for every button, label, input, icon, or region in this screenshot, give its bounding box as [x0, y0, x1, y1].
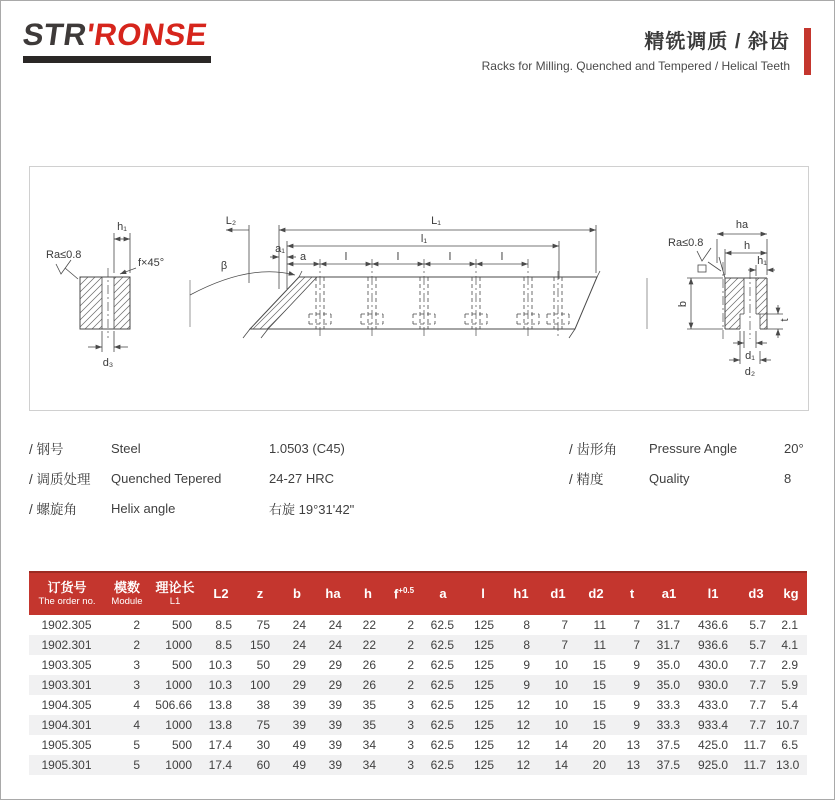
table-cell: 12	[516, 738, 530, 752]
table-cell: 3	[407, 758, 414, 772]
spec-row-helix	[29, 493, 499, 523]
table-cell: 125	[473, 758, 494, 772]
table-cell: 20	[592, 758, 606, 772]
table-cell: 35	[362, 718, 376, 732]
table-cell: 34	[362, 758, 376, 772]
table-cell: 15	[592, 718, 606, 732]
table-row	[29, 675, 807, 695]
table-cell: 5.4	[781, 698, 798, 712]
table-cell: 2	[133, 618, 140, 632]
table-cell: 1904.301	[41, 718, 92, 732]
table-cell: 3	[407, 698, 414, 712]
table-cell: 6.5	[781, 738, 798, 752]
dim-label-ha: ha	[735, 219, 749, 231]
table-cell: 11.7	[743, 758, 766, 772]
table-cell: 3	[133, 678, 140, 692]
table-cell: 14	[554, 758, 568, 772]
dim-label-h1: h₁	[117, 221, 127, 233]
col-header-8: $f^{+0.5}$	[385, 572, 423, 615]
logo-underline-bar	[23, 56, 211, 63]
product-table-wrap	[29, 571, 807, 775]
table-row	[29, 755, 807, 775]
table-cell: 125	[473, 738, 494, 752]
table-cell: 10.3	[208, 678, 232, 692]
table-cell: 2	[407, 618, 414, 632]
table-cell: 13.8	[208, 698, 232, 712]
table-cell: 15	[592, 678, 606, 692]
table-cell: 10	[554, 718, 568, 732]
spec-label-en: Steel	[111, 440, 141, 456]
table-cell: 50	[256, 658, 270, 672]
col-header-14: t	[615, 572, 649, 615]
technical-drawing-box	[29, 166, 809, 411]
table-cell: 62.5	[430, 638, 454, 652]
table-cell: 39	[328, 718, 342, 732]
table-cell: 13.0	[776, 758, 800, 772]
table-row	[29, 715, 807, 735]
table-cell: 500	[171, 738, 192, 752]
table-header-row	[29, 572, 807, 615]
table-cell: 31.7	[656, 638, 680, 652]
table-cell: 24	[328, 638, 342, 652]
table-cell: 8	[523, 618, 530, 632]
table-cell: 7.7	[749, 658, 766, 672]
table-cell: 29	[292, 678, 306, 692]
table-cell: 3	[133, 658, 140, 672]
table-cell: 24	[292, 618, 306, 632]
table-cell: 5.7	[749, 638, 766, 652]
table-cell: 1904.305	[41, 698, 92, 712]
table-cell: 7	[633, 638, 640, 652]
table-cell: 26	[362, 678, 376, 692]
table-cell: 24	[292, 638, 306, 652]
table-cell: 13.8	[208, 718, 232, 732]
dim-label-L2: L₂	[225, 215, 237, 227]
logo-str: STR	[20, 17, 90, 52]
table-cell: 29	[328, 658, 342, 672]
dim-label-a1: a₁	[275, 243, 285, 255]
table-cell: 35.0	[656, 678, 680, 692]
table-cell: 7.7	[749, 718, 766, 732]
spec-value: 右旋 19°31'42"	[269, 501, 355, 517]
col-header-18: kg	[775, 572, 807, 615]
table-cell: 425.0	[697, 738, 728, 752]
dim-label-h: h	[743, 240, 751, 252]
dim-label-l1: l₁	[420, 233, 428, 245]
table-cell: 500	[171, 618, 192, 632]
dim-label-l: l	[500, 251, 504, 263]
dim-label-h1-right: h₁	[757, 255, 767, 267]
table-cell: 62.5	[430, 738, 454, 752]
col-header-16: l1	[689, 572, 737, 615]
spec-row-pressure-angle	[569, 433, 809, 463]
table-cell: 49	[292, 738, 306, 752]
page-title-zh: 精铣调质 / 斜齿	[644, 31, 790, 53]
table-cell: 933.4	[697, 718, 728, 732]
table-cell: 1905.301	[41, 758, 92, 772]
table-cell: 4	[133, 718, 140, 732]
table-cell: 1905.305	[41, 738, 92, 752]
spec-value: 1.0503 (C45)	[269, 440, 345, 456]
table-cell: 75	[256, 618, 270, 632]
brand-logo-text	[20, 17, 213, 53]
table-cell: 62.5	[430, 718, 454, 732]
table-row	[29, 655, 807, 675]
dim-label-beta: β	[220, 260, 228, 272]
table-cell: 125	[473, 698, 494, 712]
spec-row-steel	[29, 433, 499, 463]
spec-value: 8	[784, 470, 792, 486]
table-cell: 33.3	[656, 718, 680, 732]
table-cell: 62.5	[430, 678, 454, 692]
table-cell: 10.7	[776, 718, 800, 732]
table-cell: 8.5	[215, 618, 232, 632]
col-header-17: d3	[737, 572, 775, 615]
dim-label-l: l	[448, 251, 452, 263]
spec-label-en: Quenched Tepered	[111, 470, 222, 486]
end-view-figure	[46, 221, 164, 369]
table-cell: 5	[133, 758, 140, 772]
dim-label-l: l	[344, 251, 348, 263]
col-header-10: l	[463, 572, 503, 615]
table-cell: 62.5	[430, 698, 454, 712]
table-cell: 9	[633, 678, 640, 692]
spec-table	[29, 571, 807, 775]
table-cell: 7.7	[749, 678, 766, 692]
dim-label-b: b	[677, 300, 689, 308]
table-cell: 5.9	[781, 678, 798, 692]
table-cell: 37.5	[656, 738, 680, 752]
table-cell: 13	[626, 738, 640, 752]
table-cell: 2.9	[781, 658, 798, 672]
dim-label-d3: d₃	[102, 357, 114, 369]
table-cell: 15	[592, 658, 606, 672]
table-cell: 37.5	[656, 758, 680, 772]
table-cell: 9	[633, 698, 640, 712]
table-cell: 433.0	[697, 698, 728, 712]
table-cell: 49	[292, 758, 306, 772]
table-cell: 26	[362, 658, 376, 672]
table-cell: 4	[133, 698, 140, 712]
table-cell: 39	[328, 758, 342, 772]
table-row	[29, 735, 807, 755]
table-cell: 2	[407, 658, 414, 672]
brand-logo	[20, 17, 211, 63]
spec-label-zh: / 调质处理	[29, 472, 91, 487]
specs-right	[569, 433, 809, 493]
table-cell: 1902.301	[41, 638, 92, 652]
table-cell: 436.6	[697, 618, 728, 632]
table-cell: 39	[292, 718, 306, 732]
table-cell: 2	[133, 638, 140, 652]
col-header-3: L2	[201, 572, 241, 615]
table-cell: 2	[407, 638, 414, 652]
spec-value: 24-27 HRC	[269, 470, 335, 486]
table-cell: 10	[554, 658, 568, 672]
table-cell: 10.3	[208, 658, 232, 672]
table-cell: 17.4	[208, 758, 232, 772]
table-cell: 125	[473, 658, 494, 672]
table-cell: 1903.305	[41, 658, 92, 672]
spec-label-zh: / 螺旋角	[29, 502, 78, 517]
spec-label-zh: / 精度	[569, 472, 604, 487]
table-cell: 150	[249, 638, 270, 652]
table-cell: 62.5	[430, 618, 454, 632]
spec-label-zh: / 齿形角	[569, 442, 618, 457]
col-header-11: h1	[503, 572, 539, 615]
page-title-block	[482, 25, 790, 73]
table-cell: 11.7	[743, 738, 766, 752]
table-cell: 31.7	[656, 618, 680, 632]
spec-value: 20°	[784, 440, 804, 456]
table-cell: 506.66	[155, 698, 192, 712]
table-cell: 10	[554, 678, 568, 692]
table-cell: 8	[523, 638, 530, 652]
page-title-en: Racks for Milling. Quenched and Tempered / Helical Teeth	[481, 59, 790, 73]
table-cell: 62.5	[430, 658, 454, 672]
table-cell: 8.5	[215, 638, 232, 652]
specs-left	[29, 433, 499, 523]
dim-label-t: t	[779, 318, 791, 322]
dim-label-a: a	[299, 251, 307, 263]
spec-row-treatment	[29, 463, 499, 493]
dim-label-f45: f×45°	[138, 257, 165, 269]
table-cell: 7	[633, 618, 640, 632]
dim-label-L1: L₁	[431, 215, 441, 227]
dim-label-d1: d₁	[745, 350, 755, 362]
table-cell: 925.0	[697, 758, 728, 772]
table-cell: 1903.301	[41, 678, 92, 692]
dim-label-d2: d₂	[744, 366, 756, 378]
top-view-figure	[190, 215, 600, 338]
col-header-13: d2	[577, 572, 615, 615]
section-view-figure	[668, 219, 791, 378]
table-cell: 11	[593, 618, 606, 632]
table-cell: 3	[407, 738, 414, 752]
table-cell: 39	[292, 698, 306, 712]
table-cell: 29	[328, 678, 342, 692]
table-cell: 29	[292, 658, 306, 672]
table-cell: 12	[516, 698, 530, 712]
spec-row-quality	[569, 463, 809, 493]
spec-label-en: Quality	[649, 470, 690, 486]
table-cell: 20	[592, 738, 606, 752]
table-cell: 24	[328, 618, 342, 632]
table-cell: 125	[473, 718, 494, 732]
table-cell: 7	[561, 618, 568, 632]
table-cell: 22	[362, 638, 376, 652]
table-cell: 9	[523, 658, 530, 672]
table-cell: 125	[473, 678, 494, 692]
table-cell: 5	[133, 738, 140, 752]
spec-label-en: Helix angle	[111, 500, 176, 516]
table-cell: 1902.305	[41, 618, 92, 632]
table-row	[29, 635, 807, 655]
table-row	[29, 695, 807, 715]
dim-label-l: l	[396, 251, 400, 263]
table-cell: 35.0	[656, 658, 680, 672]
col-header-6: ha	[315, 572, 351, 615]
table-cell: 22	[362, 618, 376, 632]
table-cell: 11	[593, 638, 606, 652]
table-cell: 100	[249, 678, 270, 692]
col-header-2: 理论长 L1	[149, 572, 201, 615]
table-cell: 125	[473, 618, 494, 632]
table-cell: 39	[328, 738, 342, 752]
spec-label-zh: / 钢号	[29, 442, 64, 457]
table-cell: 30	[256, 738, 270, 752]
table-cell: 500	[171, 658, 192, 672]
roughness-icon	[697, 248, 711, 261]
table-cell: 1000	[165, 758, 192, 772]
table-cell: 62.5	[430, 758, 454, 772]
col-header-12: d1	[539, 572, 577, 615]
table-cell: 3	[407, 718, 414, 732]
table-cell: 12	[516, 758, 530, 772]
table-cell: 35	[362, 698, 376, 712]
roughness-label-right: Ra≤0.8	[668, 237, 704, 249]
col-header-7: h	[351, 572, 385, 615]
table-cell: 1000	[165, 638, 192, 652]
machining-symbol	[698, 265, 706, 272]
roughness-icon	[56, 260, 71, 274]
col-header-15: a1	[649, 572, 689, 615]
table-cell: 5.7	[749, 618, 766, 632]
table-cell: 39	[328, 698, 342, 712]
table-cell: 9	[633, 718, 640, 732]
spec-label-en: Pressure Angle	[649, 440, 738, 456]
table-cell: 936.6	[697, 638, 728, 652]
table-cell: 930.0	[697, 678, 728, 692]
technical-drawing	[30, 167, 808, 410]
accent-red-bar	[804, 28, 811, 75]
col-header-1: 模数 Module	[105, 572, 149, 615]
table-cell: 4.1	[781, 638, 798, 652]
table-cell: 430.0	[697, 658, 728, 672]
table-cell: 2	[407, 678, 414, 692]
col-header-9: a	[423, 572, 463, 615]
table-cell: 14	[554, 738, 568, 752]
table-cell: 38	[256, 698, 270, 712]
table-cell: 60	[256, 758, 270, 772]
table-cell: 17.4	[208, 738, 232, 752]
table-cell: 7	[561, 638, 568, 652]
table-cell: 7.7	[749, 698, 766, 712]
table-cell: 125	[473, 638, 494, 652]
table-row	[29, 615, 807, 635]
col-header-0: 订货号 The order no.	[29, 572, 105, 615]
table-cell: 15	[592, 698, 606, 712]
table-cell: 10	[554, 698, 568, 712]
table-cell: 2.1	[781, 618, 798, 632]
table-cell: 34	[362, 738, 376, 752]
table-cell: 9	[633, 658, 640, 672]
col-header-5: b	[279, 572, 315, 615]
table-cell: 1000	[165, 678, 192, 692]
table-cell: 75	[256, 718, 270, 732]
table-cell: 9	[523, 678, 530, 692]
table-cell: 12	[516, 718, 530, 732]
table-cell: 33.3	[656, 698, 680, 712]
logo-ronse: 'RONSE	[84, 17, 210, 52]
roughness-label-left: Ra≤0.8	[46, 249, 82, 261]
table-cell: 1000	[165, 718, 192, 732]
table-cell: 13	[626, 758, 640, 772]
col-header-4: z	[241, 572, 279, 615]
